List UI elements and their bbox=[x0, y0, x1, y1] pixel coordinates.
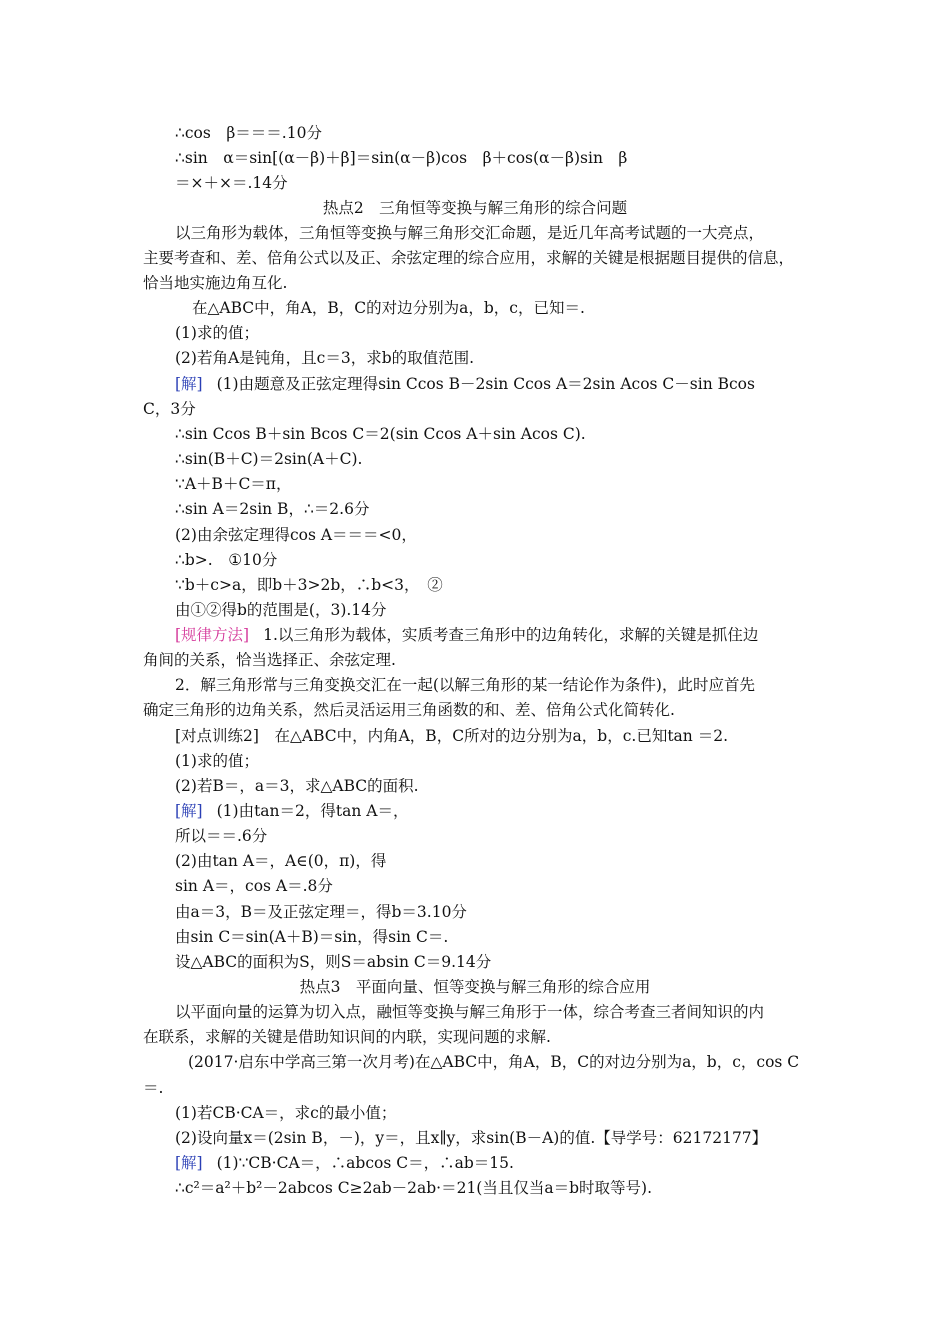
text-line: 由①②得b的范围是(，3).14分 bbox=[175, 601, 387, 619]
text-line: 在联系，求解的关键是借助知识间的内联，实现问题的求解. bbox=[143, 1028, 551, 1046]
method-tag: [规律方法] bbox=[175, 626, 250, 644]
text-line: 设△ABC的面积为S，则S＝absin C＝9.14分 bbox=[175, 953, 492, 971]
text-line: 在△ABC中，角A，B，C的对边分别为a，b，c，已知＝. bbox=[192, 299, 585, 317]
text-span: (1)由tan＝2，得tan A＝， bbox=[216, 802, 409, 820]
text-line: ＝×＋×＝.14分 bbox=[175, 174, 288, 192]
text-span: 1.以三角形为载体，实质考查三角形中的边角转化，求解的关键是抓住边 bbox=[263, 626, 759, 644]
text-line: [对点训练2] 在△ABC中，内角A，B，C所对的边分别为a，b，c.已知tan ＝2. bbox=[175, 727, 728, 745]
text-line: (1)求的值； bbox=[175, 752, 259, 770]
text-line: 以三角形为载体，三角恒等变换与解三角形交汇命题，是近几年高考试题的一大亮点， bbox=[175, 224, 765, 242]
text-line: (2)由余弦定理得cos A＝＝＝<0， bbox=[175, 526, 417, 544]
method-line bbox=[175, 625, 758, 645]
text-line: ∴b>. ①10分 bbox=[175, 551, 278, 569]
text-line: (1)求的值； bbox=[175, 324, 259, 342]
text-line: ∴sin A＝2sin B，∴＝2.6分 bbox=[175, 500, 370, 518]
text-line: 恰当地实施边角互化. bbox=[143, 274, 288, 292]
text-line: sin A＝，cos A＝.8分 bbox=[175, 877, 333, 895]
solution-line bbox=[175, 1153, 514, 1173]
text-line: (2)由tan A＝，A∈(0，π)，得 bbox=[175, 852, 387, 870]
text-line: ∴sin Ccos B＋sin Bcos C＝2(sin Ccos A＋sin Acos C). bbox=[175, 425, 586, 443]
solution-tag: [解] bbox=[175, 1154, 203, 1172]
text-line: ∵A＋B＋C＝π， bbox=[175, 475, 292, 493]
text-line: 由a＝3，B＝及正弦定理＝，得b＝3.10分 bbox=[175, 903, 467, 921]
text-line: 主要考查和、差、倍角公式以及正、余弦定理的综合应用，求解的关键是根据题目提供的信息， bbox=[143, 249, 795, 267]
text-line: 2．解三角形常与三角变换交汇在一起(以解三角形的某一结论作为条件)，此时应首先 bbox=[175, 676, 755, 694]
solution-line bbox=[175, 801, 408, 821]
text-span: (1)由题意及正弦定理得sin Ccos B－2sin Ccos A＝2sin Acos C－sin Bcos bbox=[216, 375, 755, 393]
section-heading: 热点3 平面向量、恒等变换与解三角形的综合应用 bbox=[299, 978, 651, 996]
text-line: (2)若角A是钝角，且c＝3，求b的取值范围. bbox=[175, 349, 475, 367]
text-line: C，3分 bbox=[143, 400, 196, 418]
text-line: 由sin C＝sin(A＋B)＝sin，得sin C＝. bbox=[175, 928, 449, 946]
text-line: ∵b＋c>a，即b＋3>2b，∴b<3， ② bbox=[175, 576, 443, 594]
text-line: 所以＝＝.6分 bbox=[175, 827, 268, 845]
text-line: (2)设向量x＝(2sin B，－)，y＝，且x∥y，求sin(B－A)的值.【导学号：62172177】 bbox=[175, 1129, 768, 1147]
text-line: ∴sin α＝sin[(α－β)＋β]＝sin(α－β)cos β＋cos(α－β)sin β bbox=[175, 149, 628, 167]
section-heading: 热点2 三角恒等变换与解三角形的综合问题 bbox=[322, 199, 628, 217]
text-line: ＝. bbox=[143, 1079, 164, 1097]
text-line: (2)若B＝，a＝3，求△ABC的面积. bbox=[175, 777, 419, 795]
solution-line bbox=[175, 374, 755, 394]
text-span: (1)∵CB·CA＝，∴abcos C＝，∴ab＝15. bbox=[216, 1154, 514, 1172]
solution-tag: [解] bbox=[175, 375, 203, 393]
text-line: ∴sin(B＋C)＝2sin(A＋C). bbox=[175, 450, 363, 468]
text-line: 确定三角形的边角关系，然后灵活运用三角函数的和、差、倍角公式化简转化. bbox=[143, 701, 675, 719]
text-line: 角间的关系，恰当选择正、余弦定理. bbox=[143, 651, 396, 669]
text-line: 以平面向量的运算为切入点，融恒等变换与解三角形于一体，综合考查三者间知识的内 bbox=[175, 1003, 765, 1021]
text-line: ∴cos β＝＝＝.10分 bbox=[175, 124, 322, 142]
text-line: (2017·启东中学高三第一次月考)在△ABC中，角A，B，C的对边分别为a，b，c，cos C bbox=[188, 1053, 800, 1071]
text-line: (1)若CB·CA＝，求c的最小值； bbox=[175, 1104, 397, 1122]
text-line: ∴c²＝a²＋b²－2abcos C≥2ab－2ab·＝21(当且仅当a＝b时取等号). bbox=[175, 1179, 652, 1197]
solution-tag: [解] bbox=[175, 802, 203, 820]
